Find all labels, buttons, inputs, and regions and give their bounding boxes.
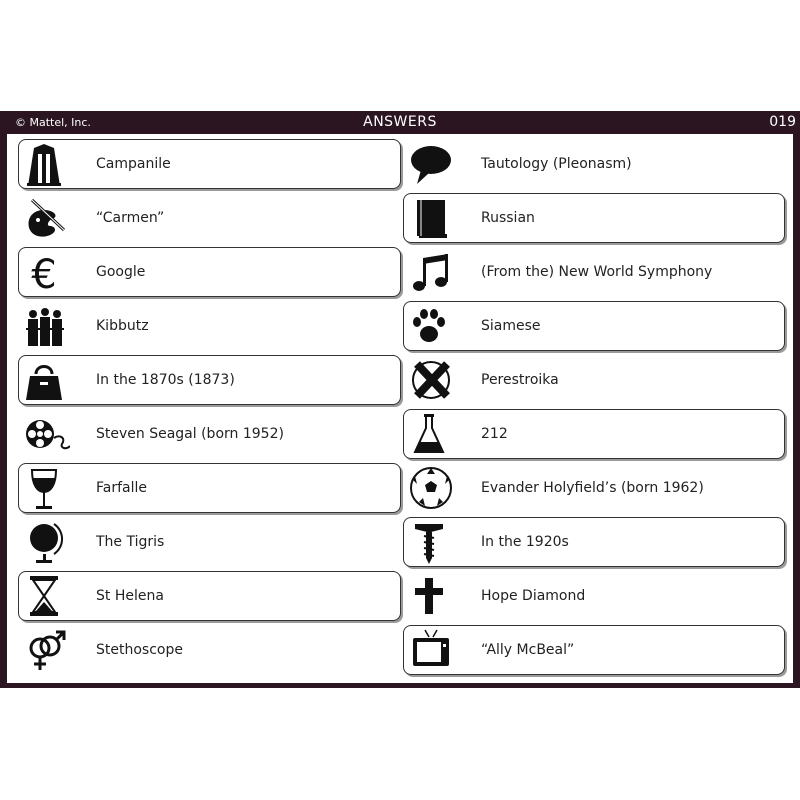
answer-text: In the 1870s (1873) — [96, 372, 235, 388]
answer-row — [18, 355, 401, 405]
film-reel-icon — [18, 409, 76, 459]
answer-row — [18, 409, 401, 459]
answer-row — [403, 409, 785, 459]
answer-row — [18, 247, 401, 297]
card-number: 019 — [769, 114, 796, 130]
answer-row — [18, 139, 401, 189]
answer-text: Steven Seagal (born 1952) — [96, 426, 284, 442]
answers-panel — [7, 134, 793, 683]
answer-text: Google — [96, 264, 146, 280]
cross-icon — [403, 571, 461, 621]
answer-row — [403, 139, 785, 189]
answer-card — [0, 111, 800, 688]
answer-text: Farfalle — [96, 480, 148, 496]
answer-row — [403, 517, 785, 567]
answer-text: St Helena — [96, 588, 164, 604]
globe-icon — [18, 517, 76, 567]
answer-text: Campanile — [96, 156, 171, 172]
crossed-circle-icon — [403, 355, 461, 405]
palette-icon — [18, 193, 76, 243]
answer-text: In the 1920s — [481, 534, 569, 550]
answer-text: Evander Holyfield’s (born 1962) — [481, 480, 704, 496]
handbag-icon — [18, 355, 76, 405]
people-icon — [18, 301, 76, 351]
soccer-ball-icon — [403, 463, 461, 513]
television-icon — [403, 625, 461, 675]
answer-text: “Ally McBeal” — [481, 642, 575, 658]
answer-text: “Carmen” — [96, 210, 165, 226]
answer-text: Tautology (Pleonasm) — [481, 156, 632, 172]
flask-icon — [403, 409, 461, 459]
gender-symbols-icon — [18, 625, 76, 675]
answer-row — [18, 625, 401, 675]
wine-glass-icon — [18, 463, 76, 513]
answer-row — [403, 571, 785, 621]
tower-icon — [18, 139, 76, 189]
answer-text: Kibbutz — [96, 318, 149, 334]
answer-text: Russian — [481, 210, 535, 226]
answer-text: 212 — [481, 426, 508, 442]
euro-icon — [18, 247, 76, 297]
answer-row — [403, 625, 785, 675]
answer-text: Stethoscope — [96, 642, 183, 658]
answer-text: (From the) New World Symphony — [481, 264, 713, 280]
paw-icon — [403, 301, 461, 351]
answer-row — [403, 463, 785, 513]
answer-text: Siamese — [481, 318, 541, 334]
card-title: ANSWERS — [363, 114, 437, 130]
answer-text: Perestroika — [481, 372, 559, 388]
answer-text: The Tigris — [96, 534, 165, 550]
hourglass-icon — [18, 571, 76, 621]
music-note-icon — [403, 247, 461, 297]
answer-row — [18, 571, 401, 621]
speech-bubble-icon — [403, 139, 461, 189]
svg-text:€: € — [31, 252, 57, 294]
answer-text: Hope Diamond — [481, 588, 586, 604]
card-header — [0, 111, 800, 134]
answer-row — [18, 193, 401, 243]
answer-row — [18, 517, 401, 567]
screw-icon — [403, 517, 461, 567]
answer-row — [403, 355, 785, 405]
answer-row — [18, 301, 401, 351]
answer-row — [18, 463, 401, 513]
answer-row — [403, 247, 785, 297]
answer-row — [403, 193, 785, 243]
answer-row — [403, 301, 785, 351]
book-icon — [403, 193, 461, 243]
copyright-text: © Mattel, Inc. — [15, 116, 91, 129]
